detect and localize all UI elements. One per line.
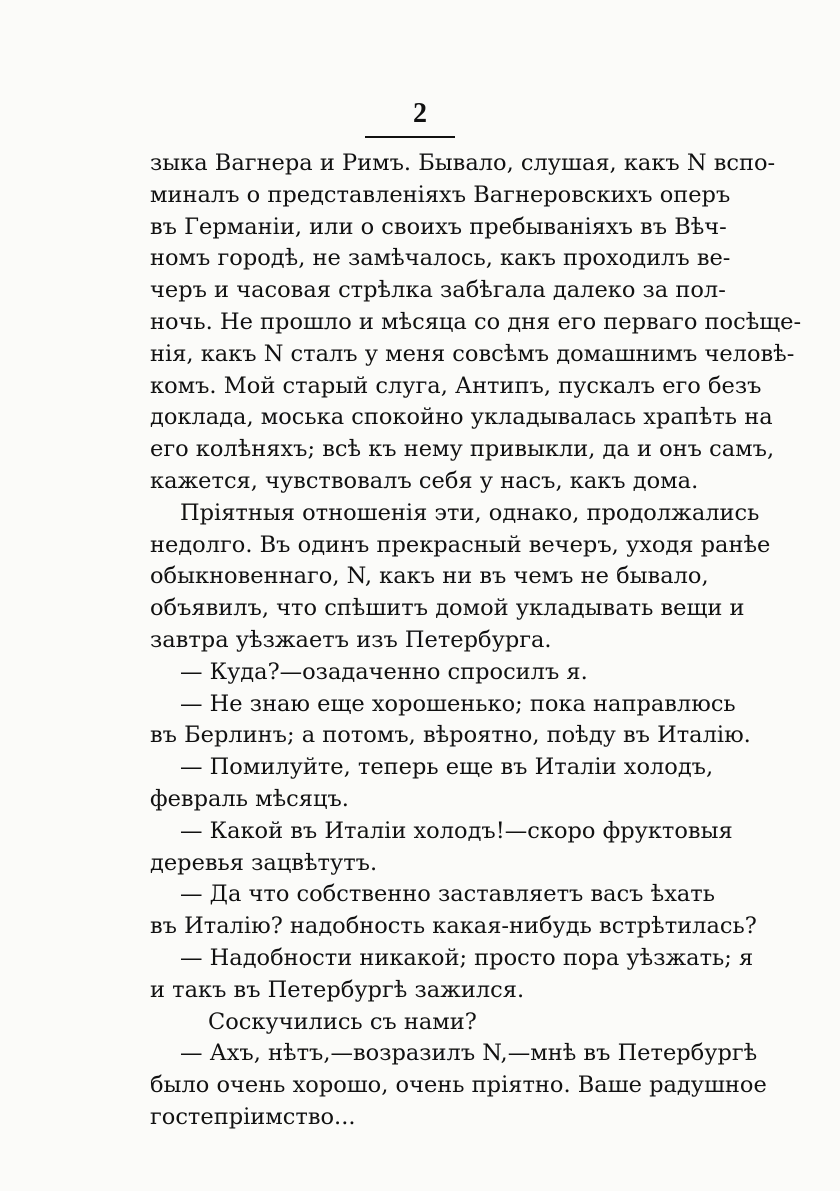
text-line: Соскучились съ нами? — [208, 1008, 477, 1035]
text-line: нія, какъ N сталъ у меня совсѣмъ домашнимъ человѣ- — [150, 340, 795, 367]
text-line: объявилъ, что спѣшитъ домой укладывать вещи и — [150, 595, 745, 622]
page-text — [150, 148, 802, 1134]
text-line: — Да что собственно заставляетъ васъ ѣхать — [180, 881, 716, 908]
text-line: завтра уѣзжаетъ изъ Петербурга. — [150, 626, 552, 653]
header-rule — [365, 136, 455, 138]
text-line: и такъ въ Петербургѣ зажился. — [150, 976, 525, 1003]
text-line: — Куда?—озадаченно спросилъ я. — [180, 658, 588, 685]
text-line: кажется, чувствовалъ себя у насъ, какъ дома. — [150, 467, 699, 494]
text-line: зыка Вагнера и Римъ. Бывало, слушая, какъ N вспо- — [150, 150, 776, 176]
text-line: комъ. Мой старый слуга, Антипъ, пускалъ его безъ — [150, 372, 762, 399]
text-line: доклада, моська спокойно укладывалась храпѣть на — [150, 404, 773, 431]
text-line: въ Германіи, или о своихъ пребываніяхъ въ Вѣч- — [150, 213, 727, 240]
page-number: 2 — [413, 98, 427, 129]
text-line: — Не знаю еще хорошенько; пока направлюсь — [180, 690, 736, 717]
text-line: черъ и часовая стрѣлка забѣгала далеко за пол- — [150, 277, 726, 304]
text-line: — Надобности никакой; просто пора уѣзжать; я — [180, 944, 754, 971]
text-line: номъ городѣ, не замѣчалось, какъ проходилъ ве- — [150, 245, 731, 272]
text-line: — Помилуйте, теперь еще въ Италіи холодъ, — [180, 754, 714, 781]
text-line: въ Берлинъ; а потомъ, вѣроятно, поѣду въ Италію. — [150, 722, 751, 749]
text-line: — Ахъ, нѣтъ,—возразилъ N,—мнѣ въ Петербургѣ — [180, 1040, 758, 1067]
text-line: ночь. Не прошло и мѣсяца со дня его перваго посѣще- — [150, 308, 802, 335]
text-line: февраль мѣсяцъ. — [150, 785, 349, 812]
text-line: въ Италію? надобность какая-нибудь встрѣтилась? — [150, 913, 757, 940]
text-line: — Какой въ Италіи холодъ!—скоро фруктовыя — [180, 817, 733, 844]
text-line: его колѣняхъ; всѣ къ нему привыкли, да и онъ самъ, — [150, 436, 775, 463]
text-line: было очень хорошо, очень пріятно. Ваше радушное — [150, 1072, 767, 1099]
text-line: обыкновеннаго, N, какъ ни въ чемъ не бывало, — [150, 563, 709, 590]
text-line: Пріятныя отношенія эти, однако, продолжались — [180, 499, 760, 526]
text-line: деревья зацвѣтутъ. — [150, 849, 378, 876]
text-line: недолго. Въ одинъ прекрасный вечеръ, уходя ранѣе — [150, 531, 771, 558]
text-line: миналъ о представленіяхъ Вагнеровскихъ оперъ — [150, 181, 731, 208]
text-line: гостепріимство... — [150, 1103, 356, 1130]
